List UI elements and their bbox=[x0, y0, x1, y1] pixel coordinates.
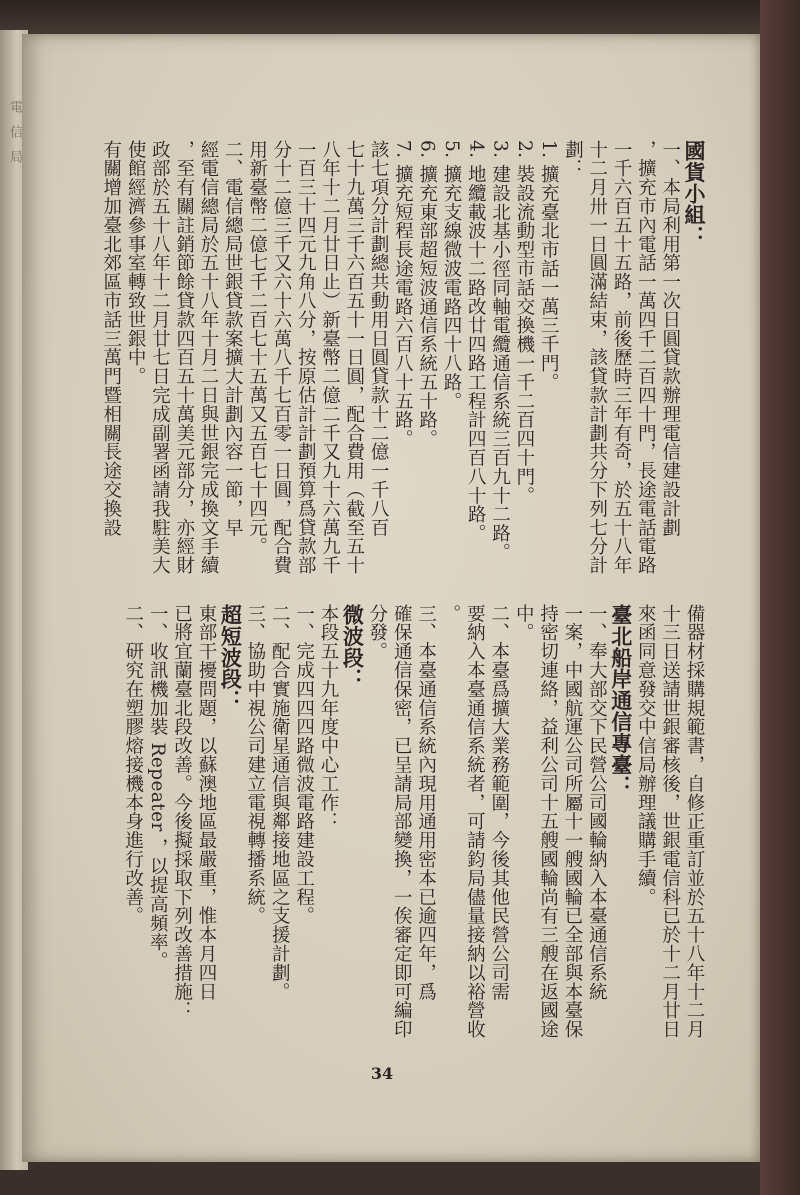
text-column: 3. 建設北基小徑同軸電纜通信系統三百九十二路。 bbox=[489, 140, 511, 562]
text-column: 用新臺幣二億七千二百七十五萬又五百七十四元。 bbox=[246, 140, 268, 556]
section-heading: 超短波段： bbox=[218, 604, 244, 711]
text-column: 中。 bbox=[513, 604, 535, 642]
text-column: 一案，中國航運公司所屬十一艘國輪已全部與本臺保 bbox=[562, 604, 583, 1039]
text-column: 二、本臺爲擴大業務範圍，今後其他民營公司需 bbox=[488, 604, 510, 1001]
text-column: 一、奉大部交下民營公司國輪納入本臺通信系統 bbox=[586, 604, 608, 1001]
text-column: 十三日送請世銀審核後，世銀電信科已於十二月廿日 bbox=[659, 604, 681, 1039]
text-column: 一千六百五十五路，前後歷時三年有奇，於五十八年 bbox=[611, 140, 633, 575]
text-column: 確保通信保密，已呈請局部變換，一俟審定即可編印 bbox=[391, 604, 413, 1039]
text-column: ，擴充市內電話一萬四千二百四十門，長途電話電路 bbox=[635, 140, 657, 575]
text-column: 。 bbox=[440, 604, 461, 623]
cover-board-right bbox=[760, 0, 800, 1195]
text-column: 東部干擾問題，以蘇澳地區最嚴重，惟本月四日 bbox=[196, 604, 217, 1001]
text-column: 備器材採購規範書，自修正重訂並於五十八年十二月 bbox=[684, 604, 705, 1039]
text-column: 七十九萬三千六百五十一日圓，配合費用（截至五十 bbox=[343, 140, 365, 575]
section-heading: 微波段： bbox=[340, 604, 366, 690]
text-column: 6. 擴充東部超短波通信系統五十路。 bbox=[416, 140, 438, 449]
text-column: 有關增加臺北郊區市話三萬門暨相關長途交換設 bbox=[100, 140, 122, 537]
text-column: 持密切連絡，益利公司十五艘國輪尚有三艘在返國途 bbox=[537, 604, 559, 1039]
text-column: 一、完成四四四路微波電路建設工程。 bbox=[293, 604, 315, 926]
text-column: 4. 地纜載波十二路改廿四路工程計四百八十路。 bbox=[465, 140, 487, 543]
text-column: 二、電信總局世銀貸款案擴大計劃內容一節，早 bbox=[222, 140, 244, 537]
text-column: 分發。 bbox=[366, 604, 388, 661]
text-column: 三、本臺通信系統內現用通用密本已逾四年，爲 bbox=[415, 604, 437, 1001]
text-column: 劃： bbox=[562, 140, 584, 178]
text-column: 要納入本臺通信系統者，可請鈞局儘量接納以裕營收 bbox=[464, 604, 486, 1039]
text-column: 經電信總局於五十八年十月二日與世銀完成換文手續 bbox=[198, 140, 219, 575]
text-column: 一、本局利用第一次日圓貸款辦理電信建設計劃 bbox=[659, 140, 681, 537]
section-heading: 國貨小組： bbox=[682, 140, 707, 247]
text-column: 三、協助中視公司建立電視轉播系統。 bbox=[244, 604, 266, 926]
text-column: 5. 擴充支線微波電路四十八路。 bbox=[441, 140, 462, 411]
text-column: 來函同意發交中信局辦理議購手續。 bbox=[635, 604, 657, 907]
text-column: ，至有關註銷節餘貸款四百五十萬美元部分，亦經財 bbox=[173, 140, 195, 575]
text-column: 已將宜蘭臺北段改善。今後擬採取下列改善措施： bbox=[171, 604, 193, 1020]
section-heading: 臺北船岸通信專臺： bbox=[608, 604, 634, 797]
text-column: 政部於五十八年十二月廿七日完成副署函請我駐美大 bbox=[149, 140, 171, 575]
text-column: 一百三十四元九角八分，按原估計計劃預算爲貸款部 bbox=[295, 140, 317, 575]
text-column: 分十二億三千又六十六萬八千七百零一日圓，配合費 bbox=[270, 140, 292, 575]
facing-page-text: 電 信 局 bbox=[7, 100, 22, 168]
text-column: 二、研究在塑膠熔接機本身進行改善。 bbox=[122, 604, 144, 926]
text-column: 二、配合實施衛星通信與鄰接地區之支援計劃。 bbox=[269, 604, 291, 1001]
text-column: 7. 擴充短程長途電路六百八十五路。 bbox=[392, 140, 414, 449]
text-column: 十二月卅一日圓滿結束，該貸款計劃共分下列七分計 bbox=[586, 140, 608, 575]
page-number: 34 bbox=[370, 1064, 394, 1083]
text-column: 八年十二月廿日止）新臺幣二億二千又九十六萬九千 bbox=[319, 140, 341, 575]
text-column: 一、收訊機加裝 Repeater ，以提高頻率。 bbox=[147, 604, 169, 971]
text-column: 使館經濟參事室轉致世銀中。 bbox=[125, 140, 147, 386]
text-column: 該七項分計劃總共動用日圓貸款十二億一千八百 bbox=[368, 140, 390, 537]
text-column: 1. 擴充臺北市話一萬三千門。 bbox=[538, 140, 560, 392]
text-column: 本段五十九年度中心工作： bbox=[318, 604, 339, 831]
text-column: 2. 裝設流動型市話交換機一千二百四十門。 bbox=[513, 140, 535, 505]
